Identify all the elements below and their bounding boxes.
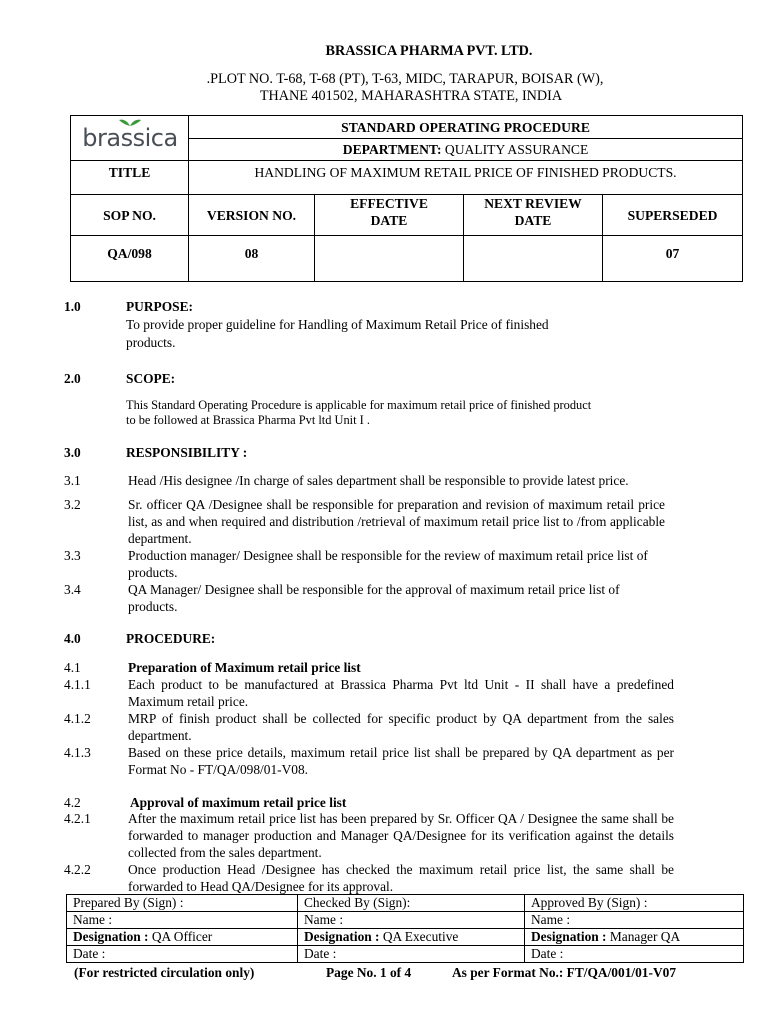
company-logo <box>71 116 189 161</box>
item-number: 3.1 <box>64 473 81 488</box>
checked-name: Name : <box>298 912 525 929</box>
company-address-line1: .PLOT NO. T-68, T-68 (PT), T-63, MIDC, TARAPUR, BOISAR (W), <box>206 71 604 87</box>
doc-type: STANDARD OPERATING PROCEDURE <box>189 116 743 139</box>
checked-designation: Designation : QA Executive <box>298 929 525 946</box>
responsibility-item: QA Manager/ Designee shall be responsible for the approval of maximum retail price list of products. <box>128 582 620 614</box>
section-number: 1.0 <box>64 299 81 314</box>
item-number: 4.1.2 <box>64 711 91 726</box>
col-next-review-date <box>464 195 603 236</box>
checked-date: Date : <box>298 946 525 963</box>
approved-date: Date : <box>525 946 744 963</box>
item-number: 3.4 <box>64 582 81 597</box>
item-number: 4.2.1 <box>64 811 91 826</box>
item-number: 4.1.1 <box>64 677 91 692</box>
item-number: 4.2.2 <box>64 862 91 877</box>
superseded-value: 07 <box>603 236 743 282</box>
item-number: 3.2 <box>64 497 81 512</box>
col-review-line1: NEXT REVIEW <box>484 196 582 211</box>
col-effective-line1: EFFECTIVE <box>350 196 428 211</box>
scope-text-line2: to be followed at Brassica Pharma Pvt ltd Unit I . <box>126 413 370 427</box>
checked-by-sign: Checked By (Sign): <box>298 895 525 912</box>
logo-wordmark: brassica <box>82 124 178 152</box>
subsection-number: 4.1 <box>64 660 81 675</box>
next-review-date-value <box>464 236 603 282</box>
responsibility-item: Head /His designee /In charge of sales department shall be responsible to provide latest price. <box>128 473 629 488</box>
section-heading: PROCEDURE: <box>126 631 216 646</box>
title-label: TITLE <box>71 161 189 195</box>
item-number: 4.1.3 <box>64 745 91 760</box>
approved-designation: Designation : Manager QA <box>525 929 744 946</box>
effective-date-value <box>315 236 464 282</box>
page-number: Page No. 1 of 4 <box>326 965 412 980</box>
section-number: 4.0 <box>64 631 81 646</box>
section-number: 2.0 <box>64 371 81 386</box>
format-number: As per Format No.: FT/QA/001/01-V07 <box>452 965 677 980</box>
procedure-item: MRP of finish product shall be collected for specific product by QA department from the sales department. <box>128 711 674 743</box>
col-sop-no: SOP NO. <box>71 195 189 236</box>
procedure-item: After the maximum retail price list has been prepared by Sr. Officer QA / Designee the same shall be forwarded to manager production and Manager QA/Designee for its verification against the details collected from the sales department. <box>128 811 674 860</box>
prepared-name: Name : <box>67 912 298 929</box>
company-address-line2: THANE 401502, MAHARASHTRA STATE, INDIA <box>259 88 563 104</box>
company-name: BRASSICA PHARMA PVT. LTD. <box>325 43 533 59</box>
approved-by-sign: Approved By (Sign) : <box>525 895 744 912</box>
prepared-date: Date : <box>67 946 298 963</box>
procedure-item: Once production Head /Designee has checked the maximum retail price list, the same shall be forwarded to Head QA/Designee for its approval. <box>128 862 674 894</box>
col-effective-line2: DATE <box>370 213 408 228</box>
col-superseded: SUPERSEDED <box>603 195 743 236</box>
purpose-text-line2: products. <box>126 335 176 350</box>
prepared-designation: Designation : QA Officer <box>67 929 298 946</box>
section-heading: PURPOSE: <box>126 299 193 314</box>
scope-text-line1: This Standard Operating Procedure is applicable for maximum retail price of finished product <box>126 398 592 412</box>
section-number: 3.0 <box>64 445 81 460</box>
col-review-line2: DATE <box>514 213 552 228</box>
purpose-text-line1: To provide proper guideline for Handling of Maximum Retail Price of finished <box>126 317 549 332</box>
section-heading: RESPONSIBILITY : <box>126 445 248 460</box>
version-no-value: 08 <box>189 236 315 282</box>
item-number: 3.3 <box>64 548 81 563</box>
subsection-heading: Approval of maximum retail price list <box>130 795 347 810</box>
responsibility-item: Sr. officer QA /Designee shall be responsible for preparation and revision of maximum retail price list, as and when required and distribution /retrieval of maximum retail price list to /from applicable department. <box>128 497 665 546</box>
col-version-no: VERSION NO. <box>189 195 315 236</box>
restricted-circulation: (For restricted circulation only) <box>74 965 255 980</box>
title-value: HANDLING OF MAXIMUM RETAIL PRICE OF FINISHED PRODUCTS. <box>189 161 743 195</box>
section-heading: SCOPE: <box>126 371 176 386</box>
procedure-item: Each product to be manufactured at Brassica Pharma Pvt ltd Unit - II shall have a predefined Maximum retail price. <box>128 677 674 709</box>
subsection-heading: Preparation of Maximum retail price list <box>128 660 361 675</box>
prepared-by-sign: Prepared By (Sign) : <box>67 895 298 912</box>
col-effective-date <box>315 195 464 236</box>
approved-name: Name : <box>525 912 744 929</box>
department-cell <box>189 139 743 161</box>
responsibility-item: Production manager/ Designee shall be responsible for the review of maximum retail price list of products. <box>128 548 648 580</box>
signoff-table <box>66 894 744 963</box>
sop-no-value: QA/098 <box>71 236 189 282</box>
department-label: DEPARTMENT: <box>342 142 442 157</box>
sop-header-table <box>70 115 743 282</box>
subsection-number: 4.2 <box>64 795 81 810</box>
department-value: QUALITY ASSURANCE <box>441 142 589 157</box>
procedure-item: Based on these price details, maximum retail price list shall be prepared by QA department as per Format No - FT/QA/098/01-V08. <box>128 745 674 777</box>
